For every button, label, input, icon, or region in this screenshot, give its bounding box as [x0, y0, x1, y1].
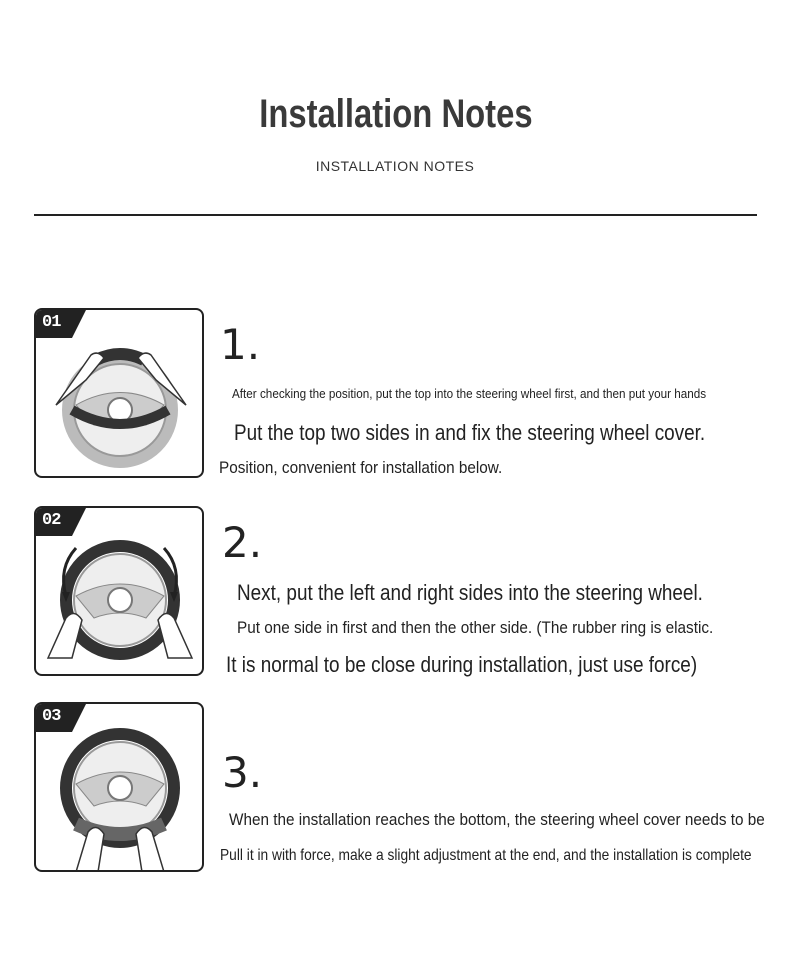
step-text-line: Next, put the left and right sides into the steering wheel. [237, 580, 703, 605]
step-2-illustration [34, 506, 204, 676]
step-text-line: Pull it in with force, make a slight adjustment at the end, and the installation is complete [220, 847, 752, 864]
divider [34, 214, 757, 216]
step-text-line: Put the top two sides in and fix the steering wheel cover. [234, 420, 706, 445]
step-badge: 03 [42, 707, 61, 726]
page-title: Installation Notes [259, 92, 533, 136]
step-number: 3. [222, 748, 263, 797]
page-subtitle: INSTALLATION NOTES [315, 158, 475, 174]
step-number: 2. [222, 518, 263, 567]
step-3-illustration [34, 702, 204, 872]
step-text-line: Position, convenient for installation below. [219, 458, 503, 477]
step-number: 1. [220, 320, 261, 369]
step-text-line: It is normal to be close during installation, just use force) [226, 652, 698, 677]
step-text-line: After checking the position, put the top into the steering wheel first, and then put your hands [232, 386, 707, 401]
step-badge: 01 [42, 313, 61, 332]
step-1-illustration [34, 308, 204, 478]
step-text-line: Put one side in first and then the other side. (The rubber ring is elastic. [237, 618, 714, 637]
step-badge: 02 [42, 511, 61, 530]
step-text-line: When the installation reaches the bottom, the steering wheel cover needs to be [229, 810, 765, 829]
